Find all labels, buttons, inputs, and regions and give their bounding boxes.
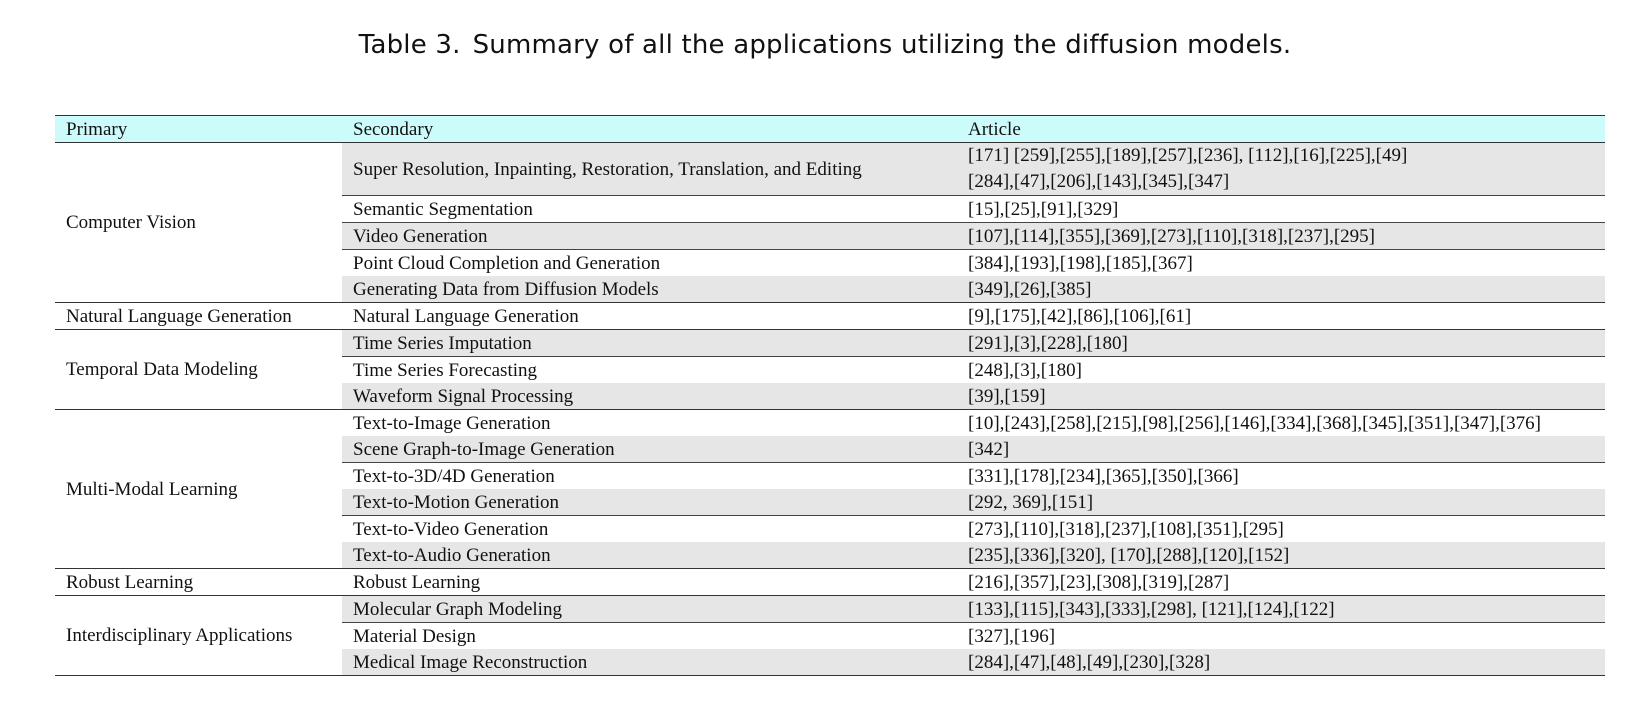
article-cell: [284],[47],[48],[49],[230],[328] [957,649,1605,676]
article-cell: [39],[159] [957,383,1605,410]
table-row [55,143,1605,196]
article-cell [957,143,1605,196]
secondary-cell: Natural Language Generation [342,303,957,330]
article-cell: [342] [957,436,1605,463]
secondary-cell: Robust Learning [342,569,957,596]
article-cell: [9],[175],[42],[86],[106],[61] [957,303,1605,330]
secondary-cell: Waveform Signal Processing [342,383,957,410]
article-cell: [15],[25],[91],[329] [957,196,1605,223]
secondary-cell: Super Resolution, Inpainting, Restoration, Translation, and Editing [342,143,957,196]
secondary-cell: Time Series Forecasting [353,359,538,381]
primary-cell: Interdisciplinary Applications [55,596,342,676]
article-cell: [331],[178],[234],[365],[350],[366] [968,465,1239,487]
secondary-cell: Text-to-Image Generation [353,412,551,434]
secondary-cell: Video Generation [342,223,957,250]
primary-cell: Computer Vision [55,143,342,303]
header-secondary: Secondary [353,118,434,140]
applications-table [55,115,1605,676]
secondary-cell: Scene Graph-to-Image Generation [342,436,957,463]
table-row [55,410,1605,437]
secondary-cell: Time Series Imputation [342,330,957,357]
article-cell: [216],[357],[23],[308],[319],[287] [957,569,1605,596]
article-cell: [273],[110],[318],[237],[108],[351],[295] [968,518,1284,540]
secondary-cell: Point Cloud Completion and Generation [353,252,661,274]
primary-cell: Natural Language Generation [55,303,342,330]
secondary-cell: Material Design [353,625,476,647]
header-article: Article [968,118,1021,140]
secondary-cell: Molecular Graph Modeling [342,596,957,623]
article-cell: [291],[3],[228],[180] [957,330,1605,357]
table-caption [0,30,1650,60]
secondary-cell: Generating Data from Diffusion Models [342,276,957,303]
secondary-cell: Semantic Segmentation [342,196,957,223]
article-cell: [10],[243],[258],[215],[98],[256],[146],[334],[368],[345],[351],[347],[376] [968,412,1542,434]
secondary-cell: Medical Image Reconstruction [342,649,957,676]
primary-cell: Temporal Data Modeling [55,330,342,410]
article-cell: [384],[193],[198],[185],[367] [968,252,1193,274]
article-cell: [235],[336],[320], [170],[288],[120],[152] [957,542,1605,569]
secondary-cell: Text-to-Audio Generation [342,542,957,569]
primary-cell: Multi-Modal Learning [55,410,342,569]
secondary-cell: Text-to-Motion Generation [342,489,957,516]
table-row [55,569,1605,596]
table-row [55,303,1605,330]
article-line: [171] [259],[255],[189],[257],[236], [112],[16],[225],[49] [968,145,1408,166]
primary-cell: Robust Learning [55,569,342,596]
article-cell: [107],[114],[355],[369],[273],[110],[318],[237],[295] [957,223,1605,250]
header-primary: Primary [66,118,128,140]
caption-label: Table 3. [358,30,461,60]
article-cell: [327],[196] [968,625,1056,647]
article-cell: [133],[115],[343],[333],[298], [121],[124],[122] [957,596,1605,623]
article-cell: [248],[3],[180] [968,359,1082,381]
secondary-cell: Text-to-3D/4D Generation [353,465,555,487]
table-row [55,596,1605,623]
article-cell: [292, 369],[151] [957,489,1605,516]
caption-text: Summary of all the applications utilizing the diffusion models. [472,30,1292,60]
article-cell: [349],[26],[385] [957,276,1605,303]
secondary-cell: Text-to-Video Generation [353,518,549,540]
article-line: [284],[47],[206],[143],[345],[347] [968,171,1230,192]
header-row [55,116,1605,143]
table-row [55,330,1605,357]
